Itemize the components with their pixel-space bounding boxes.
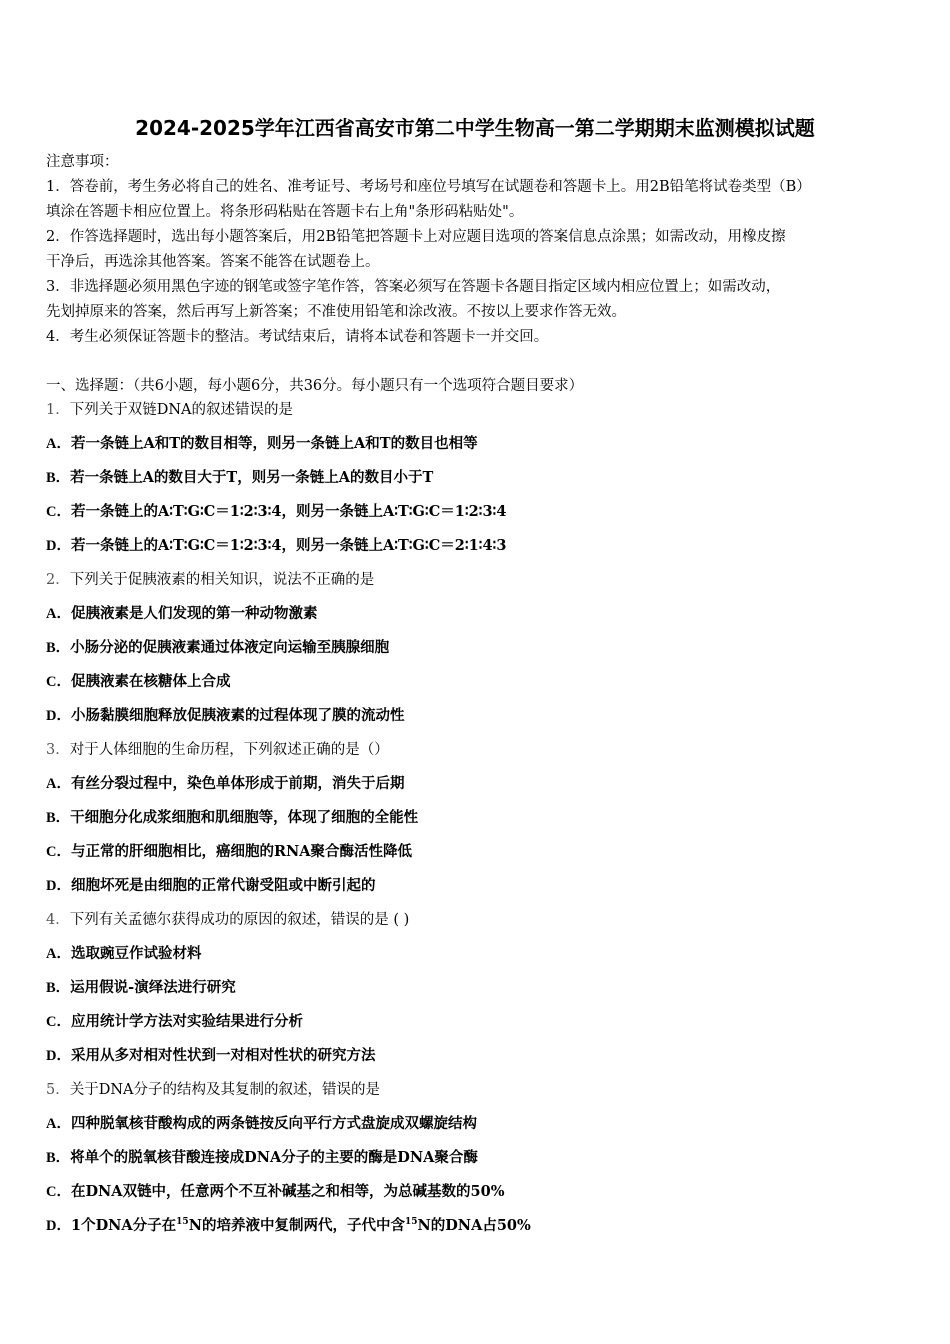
option-line <box>46 874 906 908</box>
option-text: 促胰液素在核糖体上合成 <box>70 673 231 690</box>
option-letter: C． <box>46 1184 71 1200</box>
option-letter: C． <box>46 844 71 860</box>
option-text: 与正常的肝细胞相比，癌细胞的RNA聚合酶活性降低 <box>70 843 413 860</box>
option-letter: A． <box>46 776 71 792</box>
option-text: 若一条链上A和T的数目相等，则另一条链上A和T的数目也相等 <box>70 435 478 452</box>
option-letter: C． <box>46 674 71 690</box>
option-text: 将单个的脱氧核苷酸连接成DNA分子的主要的酶是DNA聚合酶 <box>70 1149 478 1166</box>
option-line <box>46 1146 906 1180</box>
option-text: 若一条链上A的数目大于T，则另一条链上A的数目小于T <box>70 469 434 486</box>
notes-block <box>46 150 906 350</box>
question-text: 对于人体细胞的生命历程，下列叙述正确的是（） <box>69 742 389 758</box>
notes-heading: 注意事项： <box>46 154 119 170</box>
question-text: 下列有关孟德尔获得成功的原因的叙述，错误的是 ( ) <box>69 912 410 928</box>
option-text: 应用统计学方法对实验结果进行分析 <box>70 1013 303 1030</box>
option-letter: A． <box>46 606 71 622</box>
notes-line: 填涂在答题卡相应位置上。将条形码粘贴在答题卡右上角"条形码粘贴处"。 <box>46 204 524 220</box>
option-text: 小肠分泌的促胰液素通过体液定向运输至胰腺细胞 <box>70 639 390 656</box>
option-letter: B． <box>46 1150 71 1166</box>
option-line <box>46 942 906 976</box>
question-number: 5． <box>46 1082 70 1098</box>
option-text: 采用从多对相对性状到一对相对性状的研究方法 <box>70 1047 376 1064</box>
question-text: 关于DNA分子的结构及其复制的叙述，错误的是 <box>69 1082 381 1098</box>
option-line <box>46 500 906 534</box>
option-letter: D． <box>46 1218 71 1234</box>
option-text-part: N的培养液中复制两代，子代中含 <box>188 1217 405 1234</box>
option-line <box>46 670 906 704</box>
isotope-superscript: 15 <box>404 1217 418 1228</box>
option-letter: A． <box>46 436 71 452</box>
option-line <box>46 636 906 670</box>
question-stem <box>46 908 906 942</box>
question-number: 2． <box>46 572 70 588</box>
option-letter: B． <box>46 980 71 996</box>
option-line <box>46 534 906 568</box>
option-letter: D． <box>46 878 71 894</box>
question-stem <box>46 1078 906 1112</box>
option-line <box>46 602 906 636</box>
question-text: 下列关于双链DNA的叙述错误的是 <box>69 402 294 418</box>
option-letter: A． <box>46 1116 71 1132</box>
option-text: 有丝分裂过程中，染色单体形成于前期，消失于后期 <box>70 775 405 792</box>
option-letter: D． <box>46 1048 71 1064</box>
option-line <box>46 772 906 806</box>
option-text: 四种脱氧核苷酸构成的两条链按反向平行方式盘旋成双螺旋结构 <box>70 1115 477 1132</box>
notes-line: 3．非选择题必须用黑色字迹的钢笔或签字笔作答，答案必须写在答题卡各题目指定区域内相应位置上；如需改动， <box>46 279 781 295</box>
notes-line: 2．作答选择题时，选出每小题答案后，用2B铅笔把答题卡上对应题目选项的答案信息点涂黑；如需改动，用橡皮擦 <box>46 229 786 245</box>
question-text: 下列关于促胰液素的相关知识，说法不正确的是 <box>69 572 375 588</box>
option-line <box>46 466 906 500</box>
question-number: 4． <box>46 912 70 928</box>
option-text-part: N的DNA占50% <box>417 1217 531 1234</box>
option-line <box>46 1010 906 1044</box>
option-line <box>46 1112 906 1146</box>
question-stem <box>46 738 906 772</box>
notes-line: 1．答卷前，考生务必将自己的姓名、准考证号、考场号和座位号填写在试题卷和答题卡上。用2B铅笔将试卷类型（B） <box>46 179 811 195</box>
isotope-superscript: 15 <box>176 1217 189 1228</box>
option-letter: B． <box>46 640 71 656</box>
option-letter: D． <box>46 538 71 554</box>
option-text <box>71 1217 531 1234</box>
option-text: 细胞坏死是由细胞的正常代谢受阻或中断引起的 <box>70 877 376 894</box>
option-line <box>46 1214 906 1248</box>
option-letter: D． <box>46 708 71 724</box>
section-heading: 一、选择题：（共6小题，每小题6分，共36分。每小题只有一个选项符合题目要求） <box>46 378 584 394</box>
option-letter: B． <box>46 470 71 486</box>
notes-line: 干净后，再选涂其他答案。答案不能答在试题卷上。 <box>46 254 380 270</box>
option-text: 小肠黏膜细胞释放促胰液素的过程体现了膜的流动性 <box>70 707 405 724</box>
questions-list <box>46 398 906 1248</box>
option-line <box>46 976 906 1010</box>
option-letter: C． <box>46 504 71 520</box>
exam-title: 2024-2025学年江西省高安市第二中学生物高一第二学期期末监测模拟试题 <box>135 116 815 140</box>
question-number: 1． <box>46 402 70 418</box>
question-stem <box>46 398 906 432</box>
question-stem <box>46 568 906 602</box>
option-text: 在DNA双链中，任意两个不互补碱基之和相等，为总碱基数的50% <box>70 1183 505 1200</box>
notes-line: 4．考生必须保证答题卡的整洁。考试结束后，请将本试卷和答题卡一并交回。 <box>46 329 549 345</box>
option-line <box>46 840 906 874</box>
option-text: 若一条链上的A∶T∶G∶C＝1∶2∶3∶4，则另一条链上A∶T∶G∶C＝2∶1∶4∶3 <box>70 537 507 554</box>
option-line <box>46 704 906 738</box>
option-text: 若一条链上的A∶T∶G∶C＝1∶2∶3∶4，则另一条链上A∶T∶G∶C＝1∶2∶3∶4 <box>70 503 507 520</box>
option-letter: C． <box>46 1014 71 1030</box>
option-text: 运用假说-演绎法进行研究 <box>70 979 236 996</box>
option-line <box>46 1180 906 1214</box>
option-text: 促胰液素是人们发现的第一种动物激素 <box>70 605 318 622</box>
option-line <box>46 806 906 840</box>
notes-line: 先划掉原来的答案，然后再写上新答案；不准使用铅笔和涂改液。不按以上要求作答无效。 <box>46 304 626 320</box>
option-text: 选取豌豆作试验材料 <box>70 945 202 962</box>
option-letter: B． <box>46 810 71 826</box>
option-text-part: 1个DNA分子在 <box>70 1217 177 1234</box>
option-letter: A． <box>46 946 71 962</box>
option-line <box>46 1044 906 1078</box>
question-number: 3． <box>46 742 70 758</box>
option-line <box>46 432 906 466</box>
option-text: 干细胞分化成浆细胞和肌细胞等，体现了细胞的全能性 <box>70 809 419 826</box>
